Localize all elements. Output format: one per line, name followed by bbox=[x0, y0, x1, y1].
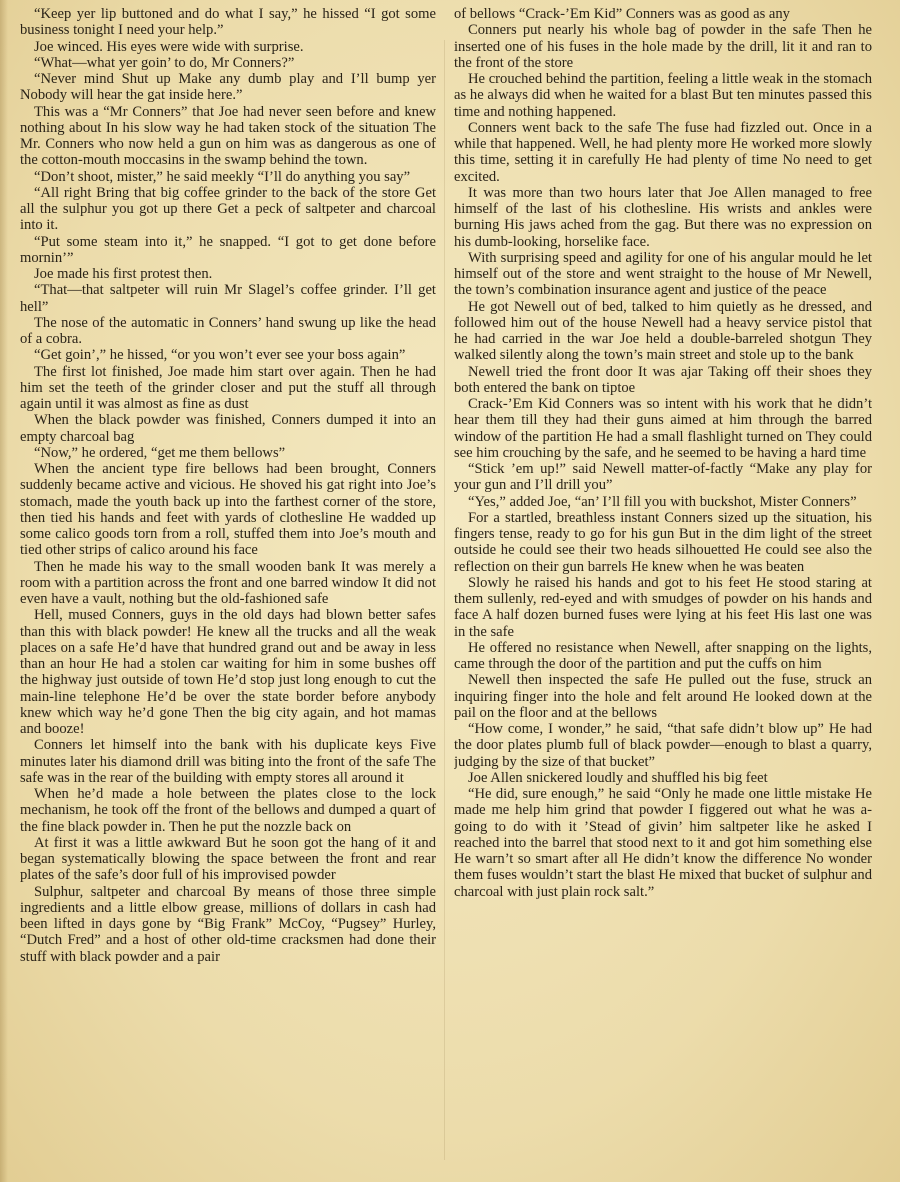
right-column bbox=[454, 6, 872, 1172]
paragraph: “Stick ’em up!” said Newell matter-of-factly “Make any play for your gun and I’ll drill you” bbox=[454, 461, 872, 494]
page-edge-shadow bbox=[0, 0, 8, 1182]
paragraph: “Keep yer lip buttoned and do what I say,” he hissed “I got some business tonight I need your help.” bbox=[20, 6, 436, 39]
paragraph: At first it was a little awkward But he soon got the hang of it and began systematically blowing the space between the front and rear plates of the safe’s door full of his improvised powder bbox=[20, 834, 436, 884]
paragraph: He crouched behind the partition, feeling a little weak in the stomach as he always did when he waited for a blast But ten minutes passed this time and nothing happened. bbox=[454, 71, 872, 120]
paragraph: Sulphur, saltpeter and charcoal By means of those three simple ingredients and a little elbow grease, millions of dollars in cash had been lifted in days gone by “Big Frank” McCoy, “Pugsey” Hurley, “Dutch Fred” and a host of other old-time cracksmen had done their stuff with black powder and a pair bbox=[20, 883, 436, 965]
paragraph: The nose of the automatic in Conners’ hand swung up like the head of a cobra. bbox=[20, 314, 436, 347]
paragraph: Joe Allen snickered loudly and shuffled his big feet bbox=[468, 769, 768, 786]
paragraph: Conners went back to the safe The fuse had fizzled out. Once in a while that happened. Well, he had plenty more He worked more slowly this time, setting it in carefully He had plenty of time No need to get excited. bbox=[454, 119, 872, 185]
paragraph: “Get goin’,” he hissed, “or you won’t ever see your boss again” bbox=[34, 347, 406, 364]
paragraph: “Never mind Shut up Make any dumb play and I’ll bump yer Nobody will hear the gat inside here.” bbox=[20, 71, 436, 104]
paragraph: “All right Bring that big coffee grinder to the back of the store Get all the sulphur you got up there Get a peck of saltpeter and charcoal into it. bbox=[20, 184, 436, 234]
paragraph: Then he made his way to the small wooden bank It was merely a room with a partition across the front and one barred window It did not even have a vault, nothing but the old-fashioned safe bbox=[20, 558, 436, 607]
paragraph: Conners let himself into the bank with his duplicate keys Five minutes later his diamond drill was biting into the front of the safe The safe was in the rear of the building with empty stores all around it bbox=[20, 737, 436, 786]
paragraph: Crack-’Em Kid Conners was so intent with his work that he didn’t hear them till they had their guns aimed at him through the barred window of the partition He had a small flashlight turned on They could see him crouching by the safe, and he seemed to be having a hard time bbox=[454, 396, 872, 461]
paragraph: Conners put nearly his whole bag of powder in the safe Then he inserted one of his fuses in the hole made by the drill, lit it and ran to the front of the store bbox=[454, 22, 872, 71]
column-gutter bbox=[444, 40, 445, 1160]
paragraph: He got Newell out of bed, talked to him quietly as he dressed, and followed him out of the house Newell had a heavy service pistol that he had carried in the war Joe held a double-barreled shotgun They walked silently along the town’s main street and stole up to the bank bbox=[454, 298, 872, 364]
paragraph: The first lot finished, Joe made him start over again. Then he had him set the teeth of the grinder closer and put the stuff all through again until it was almost as fine as dust bbox=[20, 363, 436, 412]
paragraph: “How come, I wonder,” he said, “that safe didn’t blow up” He had the door plates plumb full of black powder—enough to blast a quarry, judging by the size of that bucket” bbox=[454, 721, 872, 770]
paragraph: “Now,” he ordered, “get me them bellows” bbox=[34, 444, 286, 461]
paragraph: Newell tried the front door It was ajar Taking off their shoes they both entered the bank on tiptoe bbox=[454, 363, 872, 396]
paragraph: Hell, mused Conners, guys in the old days had blown better safes than this with black powder! He knew all the trucks and all the weak places on a safe He’d have that hundred grand out and be away in less than an hour He had a stolen car waiting for him in some bushes off the highway just outside of town He’d stop just long enough to cut the main-line telephone He’d be over the state border before anybody knew which way he’d gone Then the big city again, and hot mamas and booze! bbox=[20, 607, 436, 737]
paragraph: Joe winced. His eyes were wide with surprise. bbox=[34, 38, 304, 55]
paragraph: This was a “Mr Conners” that Joe had never seen before and knew nothing about In his slow way he had taken stock of the situation The Mr. Conners who now held a gun on him was as dangerous as one of the cotton-mouth moccasins in the swamp behind the town. bbox=[20, 103, 436, 169]
paragraph: “What—what yer goin’ to do, Mr Conners?” bbox=[34, 54, 295, 71]
paragraph: When the black powder was finished, Conners dumped it into an empty charcoal bag bbox=[20, 412, 436, 445]
left-column bbox=[20, 6, 436, 1172]
paragraph: When the ancient type fire bellows had been brought, Conners suddenly became active and vicious. He shoved his gat right into Joe’s stomach, made the youth back up into the farthest corner of the store, then tied his hands and feet with yards of clothesline He wadded up some calico goods torn from a roll, stuffed them into Joe’s mouth and tied other strips of calico around his face bbox=[20, 461, 436, 559]
paragraph: It was more than two hours later that Joe Allen managed to free himself of the last of his clothesline. His wrists and ankles were burning His jaws ached from the gag. But there was no expression on his dumb-looking, horselike face. bbox=[454, 184, 872, 250]
paragraph: “Yes,” added Joe, “an’ I’ll fill you with buckshot, Mister Conners” bbox=[468, 493, 857, 510]
paragraph: Newell then inspected the safe He pulled out the fuse, struck an inquiring finger into the hole and felt around He looked down at the pail on the floor and at the bellows bbox=[454, 672, 872, 721]
paragraph: When he’d made a hole between the plates close to the lock mechanism, he took off the front of the bellows and dumped a quart of the fine black powder in. Then he put the nozzle back on bbox=[20, 786, 436, 835]
paragraph: With surprising speed and agility for one of his angular mould he let himself out of the store and went straight to the house of Mr Newell, the town’s combination insurance agent and justice of the peace bbox=[454, 249, 872, 299]
paragraph: “That—that saltpeter will ruin Mr Slagel’s coffee grinder. I’ll get hell” bbox=[20, 282, 436, 315]
paragraph: “Don’t shoot, mister,” he said meekly “I’ll do anything you say” bbox=[34, 168, 411, 185]
paragraph: Slowly he raised his hands and got to his feet He stood staring at them sullenly, red-eyed and with smudges of powder on his hands and face A half dozen burned fuses were lying at his feet His last one was in the safe bbox=[454, 574, 872, 640]
paragraph: He offered no resistance when Newell, after snapping on the lights, came through the door of the partition and put the cuffs on him bbox=[454, 639, 872, 672]
paragraph: “Put some steam into it,” he snapped. “I got to get done before mornin’” bbox=[20, 233, 436, 266]
paragraph: For a startled, breathless instant Conners sized up the situation, his fingers tense, ready to go for his gun But in the dim light of the street outside he could see their two heads silhouetted He could see also the reflection on their gun barrels He knew when he was beaten bbox=[454, 509, 872, 575]
paragraph-continued: of bellows “Crack-’Em Kid” Conners was as good as any bbox=[454, 6, 790, 22]
paragraph: Joe made his first protest then. bbox=[34, 266, 213, 282]
paragraph: “He did, sure enough,” he said “Only he made one little mistake He made me help him grind that powder I figgered out what he was a-going to do with it ’Stead of givin’ him saltpeter like he asked I reached into the barrel that stood next to it and got him something else He warn’t so smart after all He didn’t know the difference No wonder them fuses wouldn’t start the blast He mixed that bucket of sulphur and charcoal with just plain rock salt.” bbox=[454, 786, 872, 900]
